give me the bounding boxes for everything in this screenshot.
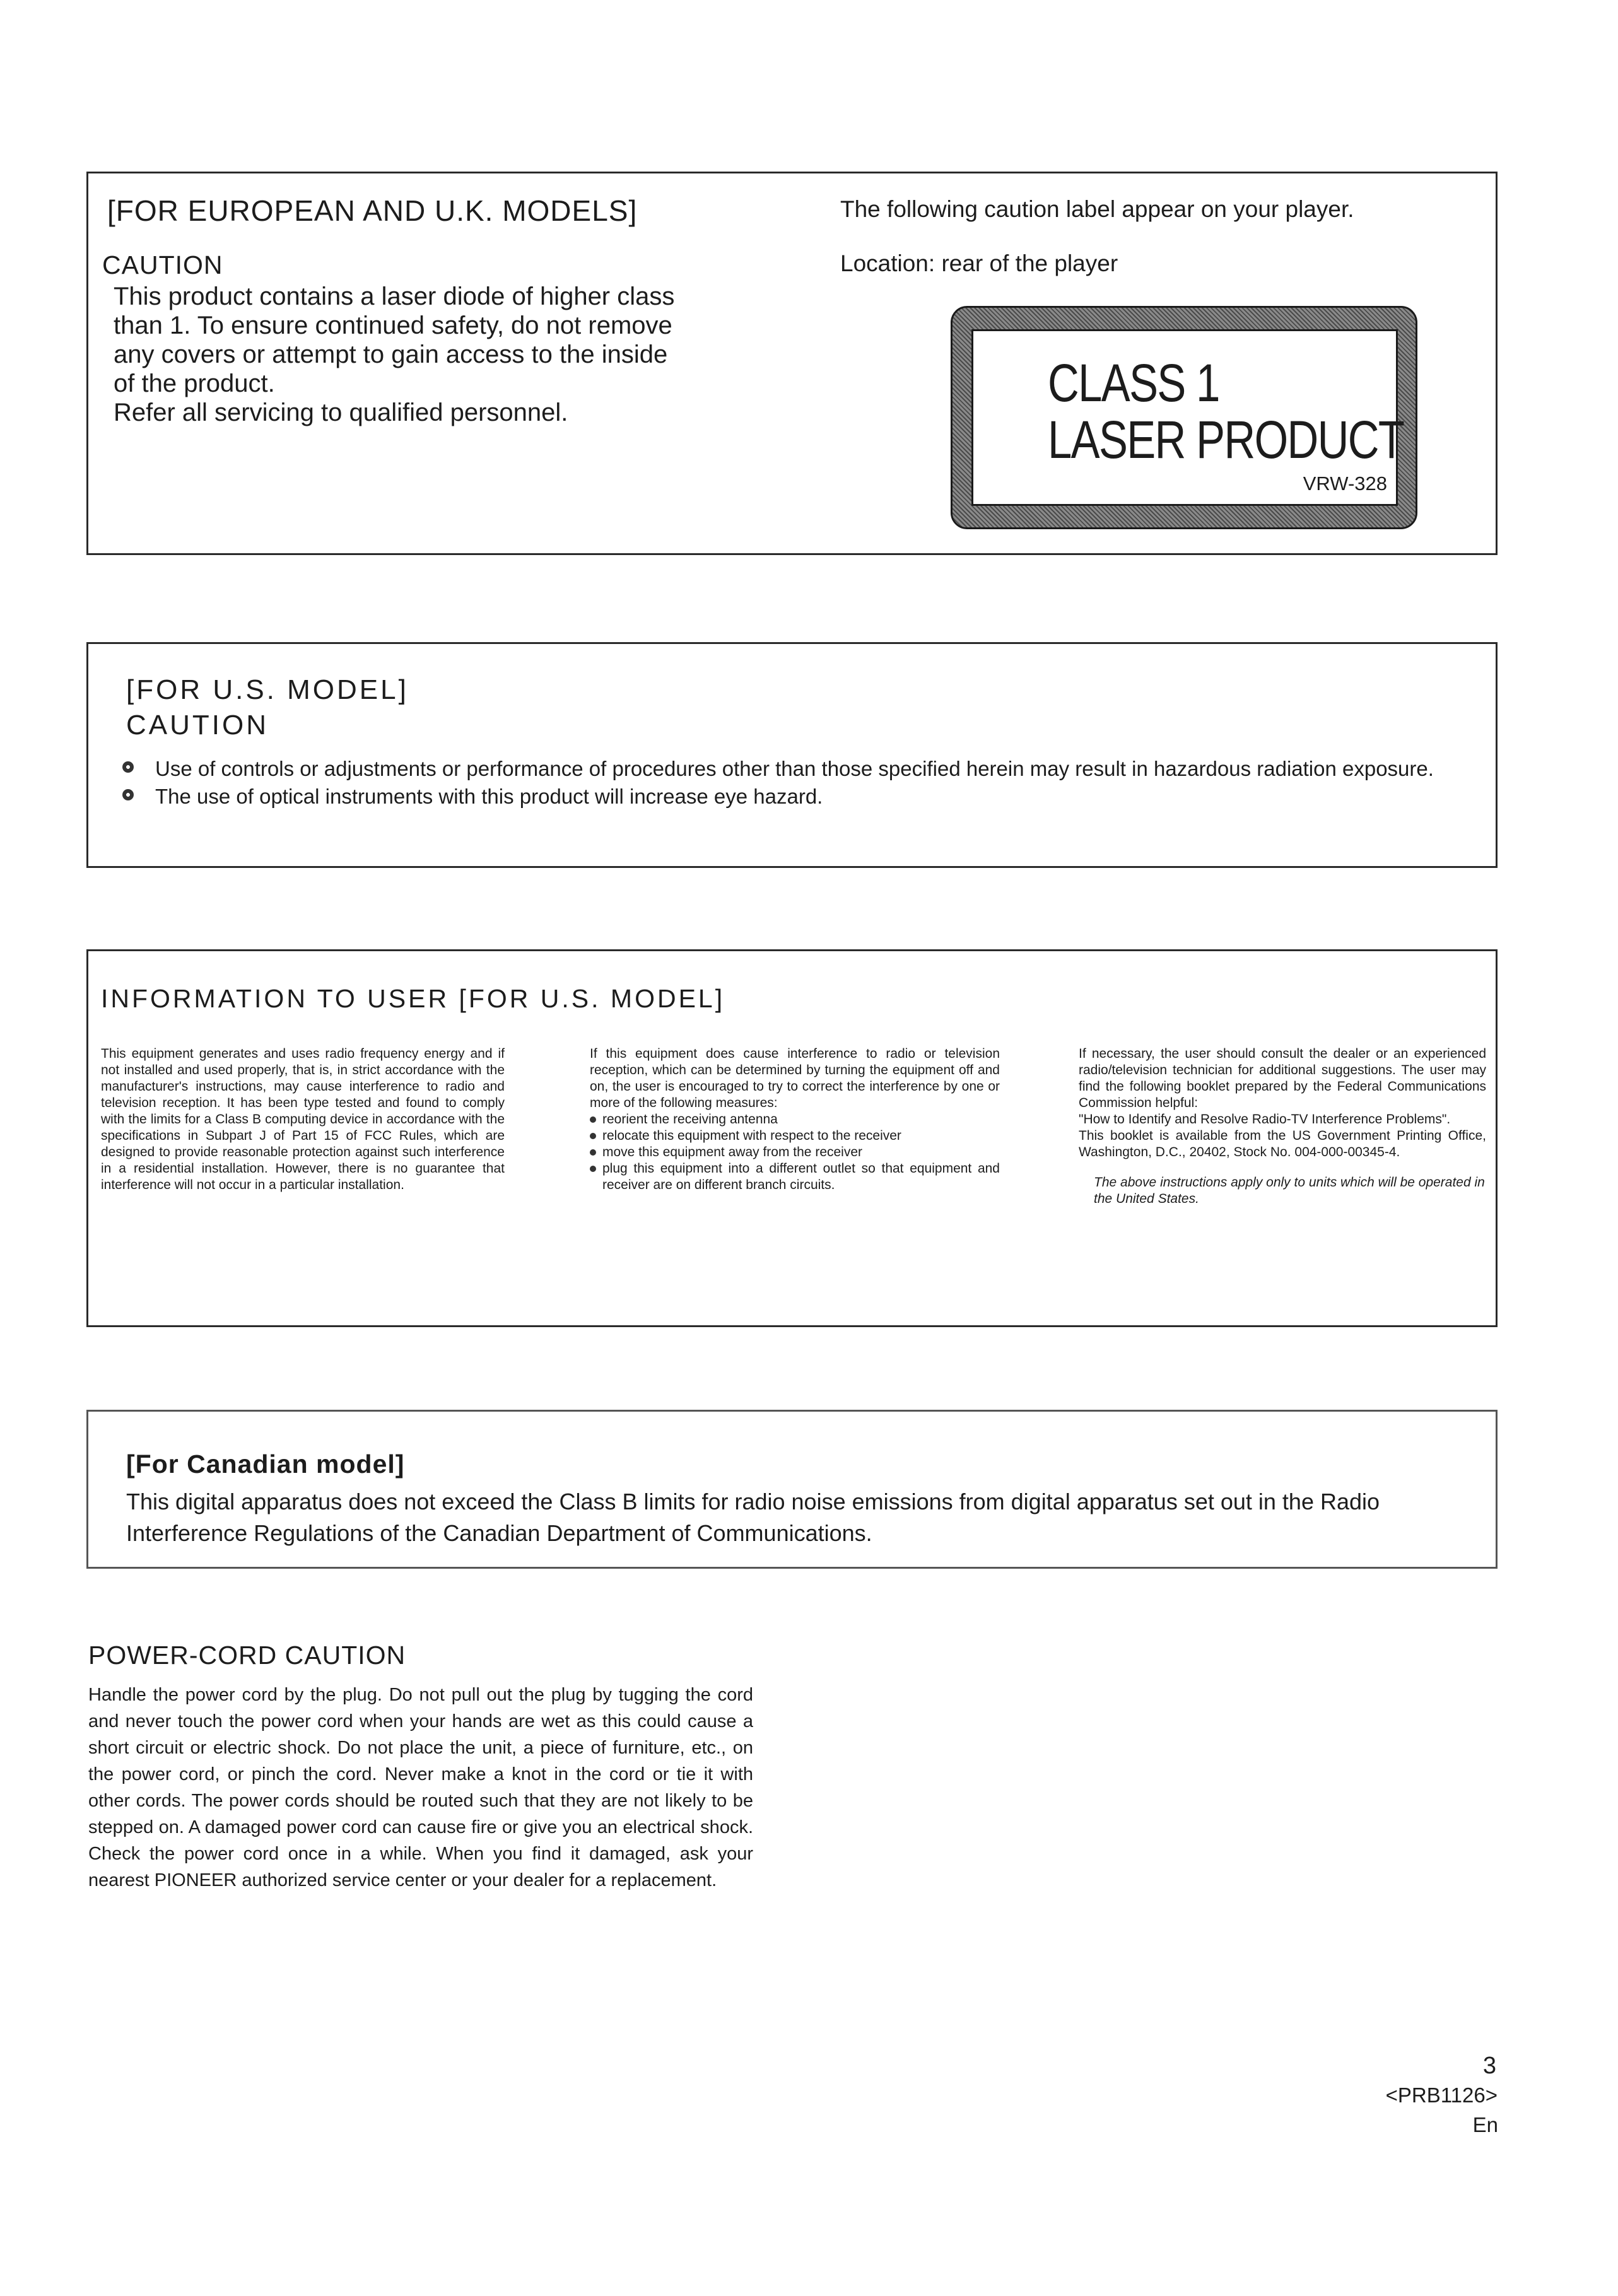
list-item: [590, 1144, 1000, 1161]
us-caution-item-text: The use of optical instruments with this product will increase eye hazard.: [155, 785, 823, 808]
class1-laser-label: [951, 306, 1417, 529]
info-to-user-box: [86, 949, 1498, 1327]
info-paragraph: If necessary, the user should consult the dealer or an experienced radio/television technician for additional suggestions. The user may find the following booklet prepared by the Federal Communications Commission helpful:: [1079, 1046, 1486, 1110]
bullet-icon: [122, 761, 134, 773]
us-model-heading: [FOR U.S. MODEL]: [126, 674, 409, 705]
page-number: 3: [1482, 2053, 1496, 2079]
info-column-1: [101, 1046, 505, 1193]
laser-label-panel: [971, 329, 1404, 506]
laser-label-code: VRW-328: [1303, 472, 1387, 495]
booklet-title: "How to Identify and Resolve Radio-TV Interference Problems".: [1079, 1112, 1451, 1127]
power-cord-heading: POWER-CORD CAUTION: [88, 1641, 406, 1670]
canadian-heading: [For Canadian model]: [126, 1450, 405, 1479]
bullet-icon: [590, 1133, 596, 1139]
bullet-icon: [590, 1149, 596, 1156]
info-column-2: [590, 1046, 1000, 1193]
canadian-model-box: [86, 1410, 1498, 1569]
list-item: [122, 756, 1460, 782]
label-location-text: Location: rear of the player: [840, 250, 1118, 276]
eu-caution-line: than 1. To ensure continued safety, do not remove: [114, 312, 672, 339]
eu-caution-line: any covers or attempt to gain access to the inside: [114, 341, 668, 368]
us-caution-box: [86, 642, 1498, 868]
eu-uk-heading: [FOR EUROPEAN AND U.K. MODELS]: [107, 194, 638, 227]
us-caution-title: CAUTION: [126, 710, 269, 741]
eu-uk-caution-box: [86, 172, 1498, 555]
measure-text: plug this equipment into a different outlet so that equipment and receiver are on different branch circuits.: [602, 1161, 1000, 1192]
eu-caution-line: This product contains a laser diode of higher class: [114, 283, 675, 310]
document-code: <PRB1126>: [1385, 2083, 1498, 2107]
language-code: En: [1472, 2113, 1498, 2136]
list-item: [590, 1111, 1000, 1128]
info-paragraph: This booklet is available from the US Government Printing Office, Washington, D.C., 20402, Stock No. 004-000-00345-4.: [1079, 1128, 1486, 1159]
laser-label-class: CLASS 1: [1048, 353, 1219, 413]
eu-caution-title: CAUTION: [102, 250, 223, 279]
label-intro-text: The following caution label appear on your player.: [840, 196, 1354, 222]
power-cord-body: Handle the power cord by the plug. Do not pull out the plug by tugging the cord and never touch the power cord when your hands are wet as this could cause a short circuit or electric shock. Do not place the unit, a piece of furniture, etc., on the power cord, or pinch the cord. Never make a knot in the cord or tie it with other cords. The power cords should be routed such that they are not likely to be stepped on. A damaged power cord can cause fire or give you an electrical shock. Check the power cord once in a while. When you find it damaged, ask your nearest PIONEER authorized service center or your dealer for a replacement.: [88, 1685, 753, 1890]
bullet-icon: [590, 1166, 596, 1172]
info-paragraph: If this equipment does cause interference to radio or television reception, which can be determined by turning the equipment off and on, the user is encouraged to try to correct the interference by one or more of the following measures:: [590, 1046, 1000, 1110]
list-item: [122, 784, 1460, 809]
us-caution-item-text: Use of controls or adjustments or performance of procedures other than those specified herein may result in hazardous radiation exposure.: [155, 757, 1434, 780]
eu-caution-body: [114, 282, 833, 427]
bullet-icon: [122, 789, 134, 800]
interference-measures-list: [590, 1111, 1000, 1193]
list-item: [590, 1161, 1000, 1193]
eu-caution-line: of the product.: [114, 370, 275, 397]
info-heading: INFORMATION TO USER [FOR U.S. MODEL]: [101, 984, 725, 1013]
measure-text: move this equipment away from the receiver: [602, 1145, 863, 1159]
info-paragraph: This equipment generates and uses radio frequency energy and if not installed and used properly, that is, in strict accordance with the manufacturer's instructions, may cause interference to radio and television reception. It has been type tested and found to comply with the limits for a Class B computing device in accordance with the specifications in Subpart J of Part 15 of FCC Rules, which are designed to provide reasonable protection against such interference in a residential installation. However, there is no guarantee that interference will not occur in a particular installation.: [101, 1046, 505, 1192]
list-item: [590, 1128, 1000, 1144]
laser-label-product: LASER PRODUCT: [1048, 410, 1404, 469]
info-column-3: [1079, 1046, 1486, 1207]
us-only-note: The above instructions apply only to units which will be operated in the United States.: [1094, 1175, 1485, 1206]
eu-caution-line: Refer all servicing to qualified personnel.: [114, 399, 568, 426]
canadian-body: This digital apparatus does not exceed the Class B limits for radio noise emissions from digital apparatus set out in the Radio Interference Regulations of the Canadian Department of Communications.: [126, 1489, 1380, 1546]
measure-text: relocate this equipment with respect to the receiver: [602, 1128, 901, 1143]
measure-text: reorient the receiving antenna: [602, 1112, 778, 1127]
bullet-icon: [590, 1116, 596, 1123]
us-caution-list: [122, 756, 1460, 812]
